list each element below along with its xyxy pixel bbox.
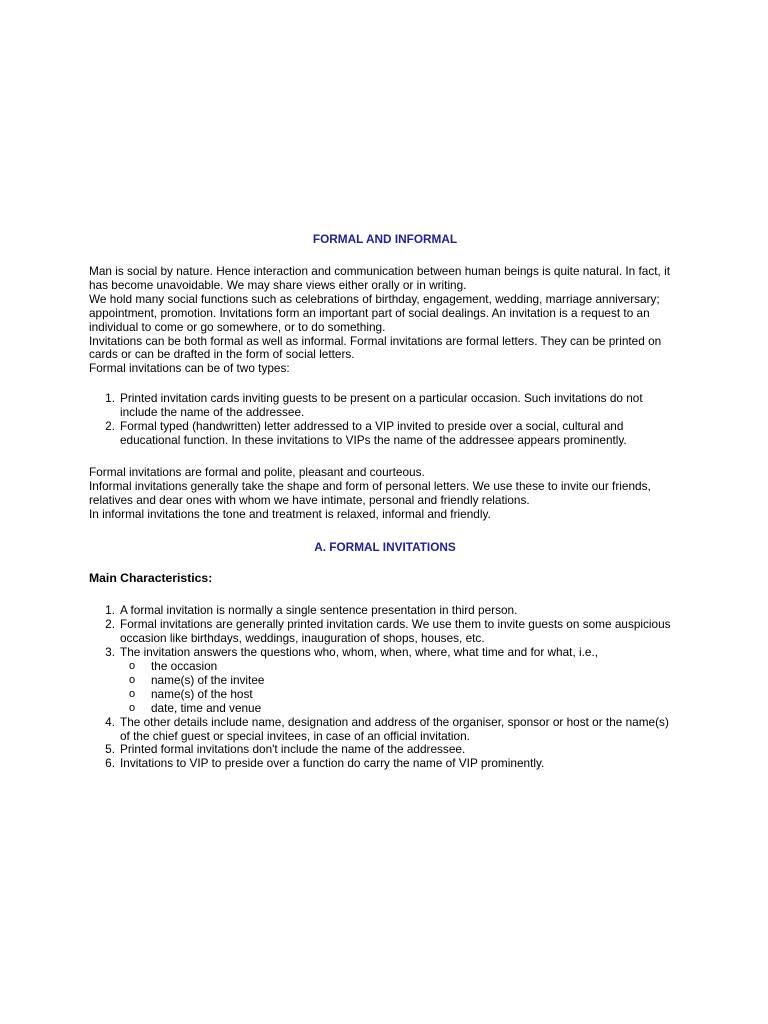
sub-bullet-item: [89, 660, 681, 674]
list-item: [100, 646, 681, 660]
intro-section: [89, 265, 681, 376]
list-item: [100, 757, 681, 771]
page-title: FORMAL AND INFORMAL: [312, 232, 458, 246]
list-item: [100, 420, 681, 448]
sub-bullet-text: name(s) of the invitee: [151, 672, 265, 687]
intro-paragraph: We hold many social functions such as celebrations of birthday, engagement, wedding, marriage anniversary; appointment, promotion. Invitations form an important part of social dealings. An invitation is a request to an individual to come or go somewhere, or to do something.: [89, 291, 660, 334]
body-paragraph: Informal invitations generally take the shape and form of personal letters. We use these to invite our friends, relatives and dear ones with whom we have intimate, personal and friendly relations.: [89, 478, 651, 507]
bullet-marker: o: [129, 701, 136, 714]
sub-bullet-text: date, time and venue: [151, 700, 262, 715]
sub-bullet-item: [89, 688, 681, 702]
sub-bullet-item: [89, 702, 681, 716]
section-title: A. FORMAL INVITATIONS: [314, 539, 456, 554]
list-text: Invitations to VIP to preside over a function do carry the name of VIP prominently.: [120, 756, 545, 771]
sub-bullet-list: [89, 660, 681, 716]
intro-paragraph: Formal invitations can be of two types:: [89, 361, 290, 376]
list-item: [100, 743, 681, 757]
list-text: Printed formal invitations don't include the name of the addressee.: [120, 742, 466, 757]
list-text: Formal invitations are generally printed invitation cards. We use them to invite guests on some auspicious occasion like birthdays, weddings, inauguration of shops, houses, etc.: [120, 617, 671, 646]
list-text: Formal typed (handwritten) letter addressed to a VIP invited to preside over a social, cultural and educational function. In these invitations to VIPs the name of the addressee appears prominently.: [120, 419, 627, 447]
list-text: The other details include name, designation and address of the organiser, sponsor or host or the name(s) of the chief guest or special invitees, in case of an official invitation.: [120, 714, 669, 743]
subheading: Main Characteristics:: [89, 570, 213, 585]
characteristics-list: [89, 604, 681, 660]
list-number: 4.: [105, 714, 115, 729]
sub-bullet-item: [89, 674, 681, 688]
list-number: 6.: [105, 756, 115, 771]
list-text: A formal invitation is normally a single sentence presentation in third person.: [120, 603, 518, 618]
body-paragraph: Formal invitations are formal and polite, pleasant and courteous.: [89, 464, 425, 479]
body-paragraph: In informal invitations the tone and treatment is relaxed, informal and friendly.: [89, 506, 491, 521]
middle-section: [89, 466, 681, 522]
bullet-marker: o: [129, 673, 136, 686]
list-item: [100, 392, 681, 420]
list-text: The invitation answers the questions who, whom, when, where, what time and for what, i.e.,: [120, 645, 599, 660]
sub-bullet-text: name(s) of the host: [151, 686, 253, 701]
list-item: [100, 716, 681, 744]
sub-bullet-text: the occasion: [151, 659, 218, 674]
list-item: [100, 618, 681, 646]
document-page: [89, 232, 681, 771]
characteristics-list-continued: [89, 716, 681, 772]
intro-paragraph: Invitations can be both formal as well as informal. Formal invitations are formal letters. They can be printed on cards or can be drafted in the form of social letters.: [89, 333, 662, 362]
intro-paragraph: Man is social by nature. Hence interaction and communication between human beings is quite natural. In fact, it has become unavoidable. We may share views either orally or in writing.: [89, 264, 670, 292]
list-number: 2.: [105, 419, 115, 434]
list-number: 2.: [105, 617, 115, 632]
bullet-marker: o: [129, 660, 136, 673]
list-item: [100, 604, 681, 618]
list-number: 5.: [105, 742, 115, 757]
list-text: Printed invitation cards inviting guests to be present on a particular occasion. Such invitations do not include the name of the addressee.: [120, 391, 643, 420]
list-number: 1.: [105, 603, 115, 618]
list-number: 1.: [105, 391, 115, 406]
bullet-marker: o: [129, 687, 136, 700]
list-number: 3.: [105, 645, 115, 660]
types-list: [89, 392, 681, 448]
